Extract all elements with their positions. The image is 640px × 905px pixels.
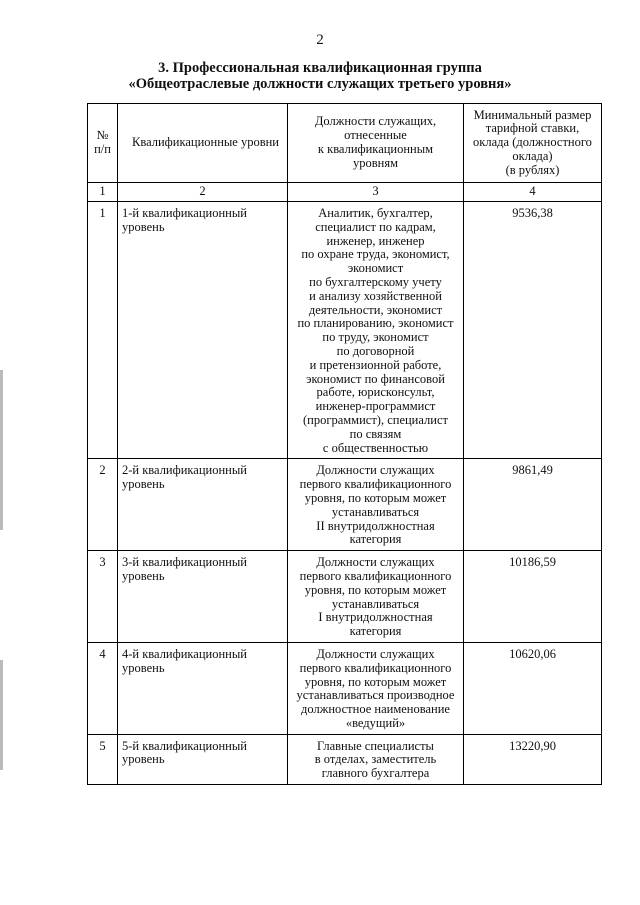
row-level: 4-й квалификационный уровень — [118, 642, 288, 734]
heading-line-1: 3. Профессиональная квалификационная группа — [158, 60, 482, 76]
heading-line-2: «Общеотраслевые должности служащих третьего уровня» — [128, 76, 512, 92]
table-header-row — [88, 104, 602, 183]
row-salary: 10186,59 — [464, 551, 602, 643]
row-positions: Должности служащих первого квалификационного уровня, по которым может устанавливаться производное должностное наименование «ведущий» — [288, 642, 464, 734]
row-salary: 9536,38 — [464, 202, 602, 459]
row-num: 5 — [88, 734, 118, 784]
column-number: 3 — [288, 183, 464, 202]
table-row — [88, 459, 602, 551]
row-level: 3-й квалификационный уровень — [118, 551, 288, 643]
row-positions: Главные специалисты в отделах, заместитель главного бухгалтера — [288, 734, 464, 784]
page-number: 2 — [316, 32, 324, 48]
row-positions: Должности служащих первого квалификационного уровня, по которым может устанавливаться I внутридолжностная категория — [288, 551, 464, 643]
row-positions: Аналитик, бухгалтер, специалист по кадрам, инженер, инженер по охране труда, экономист, экономист по бухгалтерскому учету и анализу хозяйственной деятельности, экономист по планированию, экономист по труду, экономист по договорной и претензионной работе, экономист по финансовой работе, юрисконсульт, инженер-программист (программист), специалист по связям с общественностью — [288, 202, 464, 459]
qualification-table — [87, 103, 602, 785]
row-num: 1 — [88, 202, 118, 459]
table-row — [88, 734, 602, 784]
column-number: 2 — [118, 183, 288, 202]
scan-edge-mark — [0, 660, 3, 770]
row-positions: Должности служащих первого квалификационного уровня, по которым может устанавливаться II внутридолжностная категория — [288, 459, 464, 551]
row-level: 5-й квалификационный уровень — [118, 734, 288, 784]
header-salary: Минимальный размер тарифной ставки, оклада (должностного оклада) (в рублях) — [464, 104, 602, 183]
table-row — [88, 551, 602, 643]
section-heading — [0, 60, 640, 92]
row-num: 3 — [88, 551, 118, 643]
row-salary: 10620,06 — [464, 642, 602, 734]
row-num: 2 — [88, 459, 118, 551]
table-row — [88, 202, 602, 459]
row-salary: 9861,49 — [464, 459, 602, 551]
table-row — [88, 642, 602, 734]
scan-edge-mark — [0, 370, 3, 530]
header-positions: Должности служащих, отнесенные к квалификационным уровням — [288, 104, 464, 183]
row-level: 2-й квалификационный уровень — [118, 459, 288, 551]
row-salary: 13220,90 — [464, 734, 602, 784]
row-num: 4 — [88, 642, 118, 734]
column-number: 1 — [88, 183, 118, 202]
column-number-row — [88, 183, 602, 202]
header-num: № п/п — [88, 104, 118, 183]
header-level: Квалификационные уровни — [118, 104, 288, 183]
column-number: 4 — [464, 183, 602, 202]
row-level: 1-й квалификационный уровень — [118, 202, 288, 459]
